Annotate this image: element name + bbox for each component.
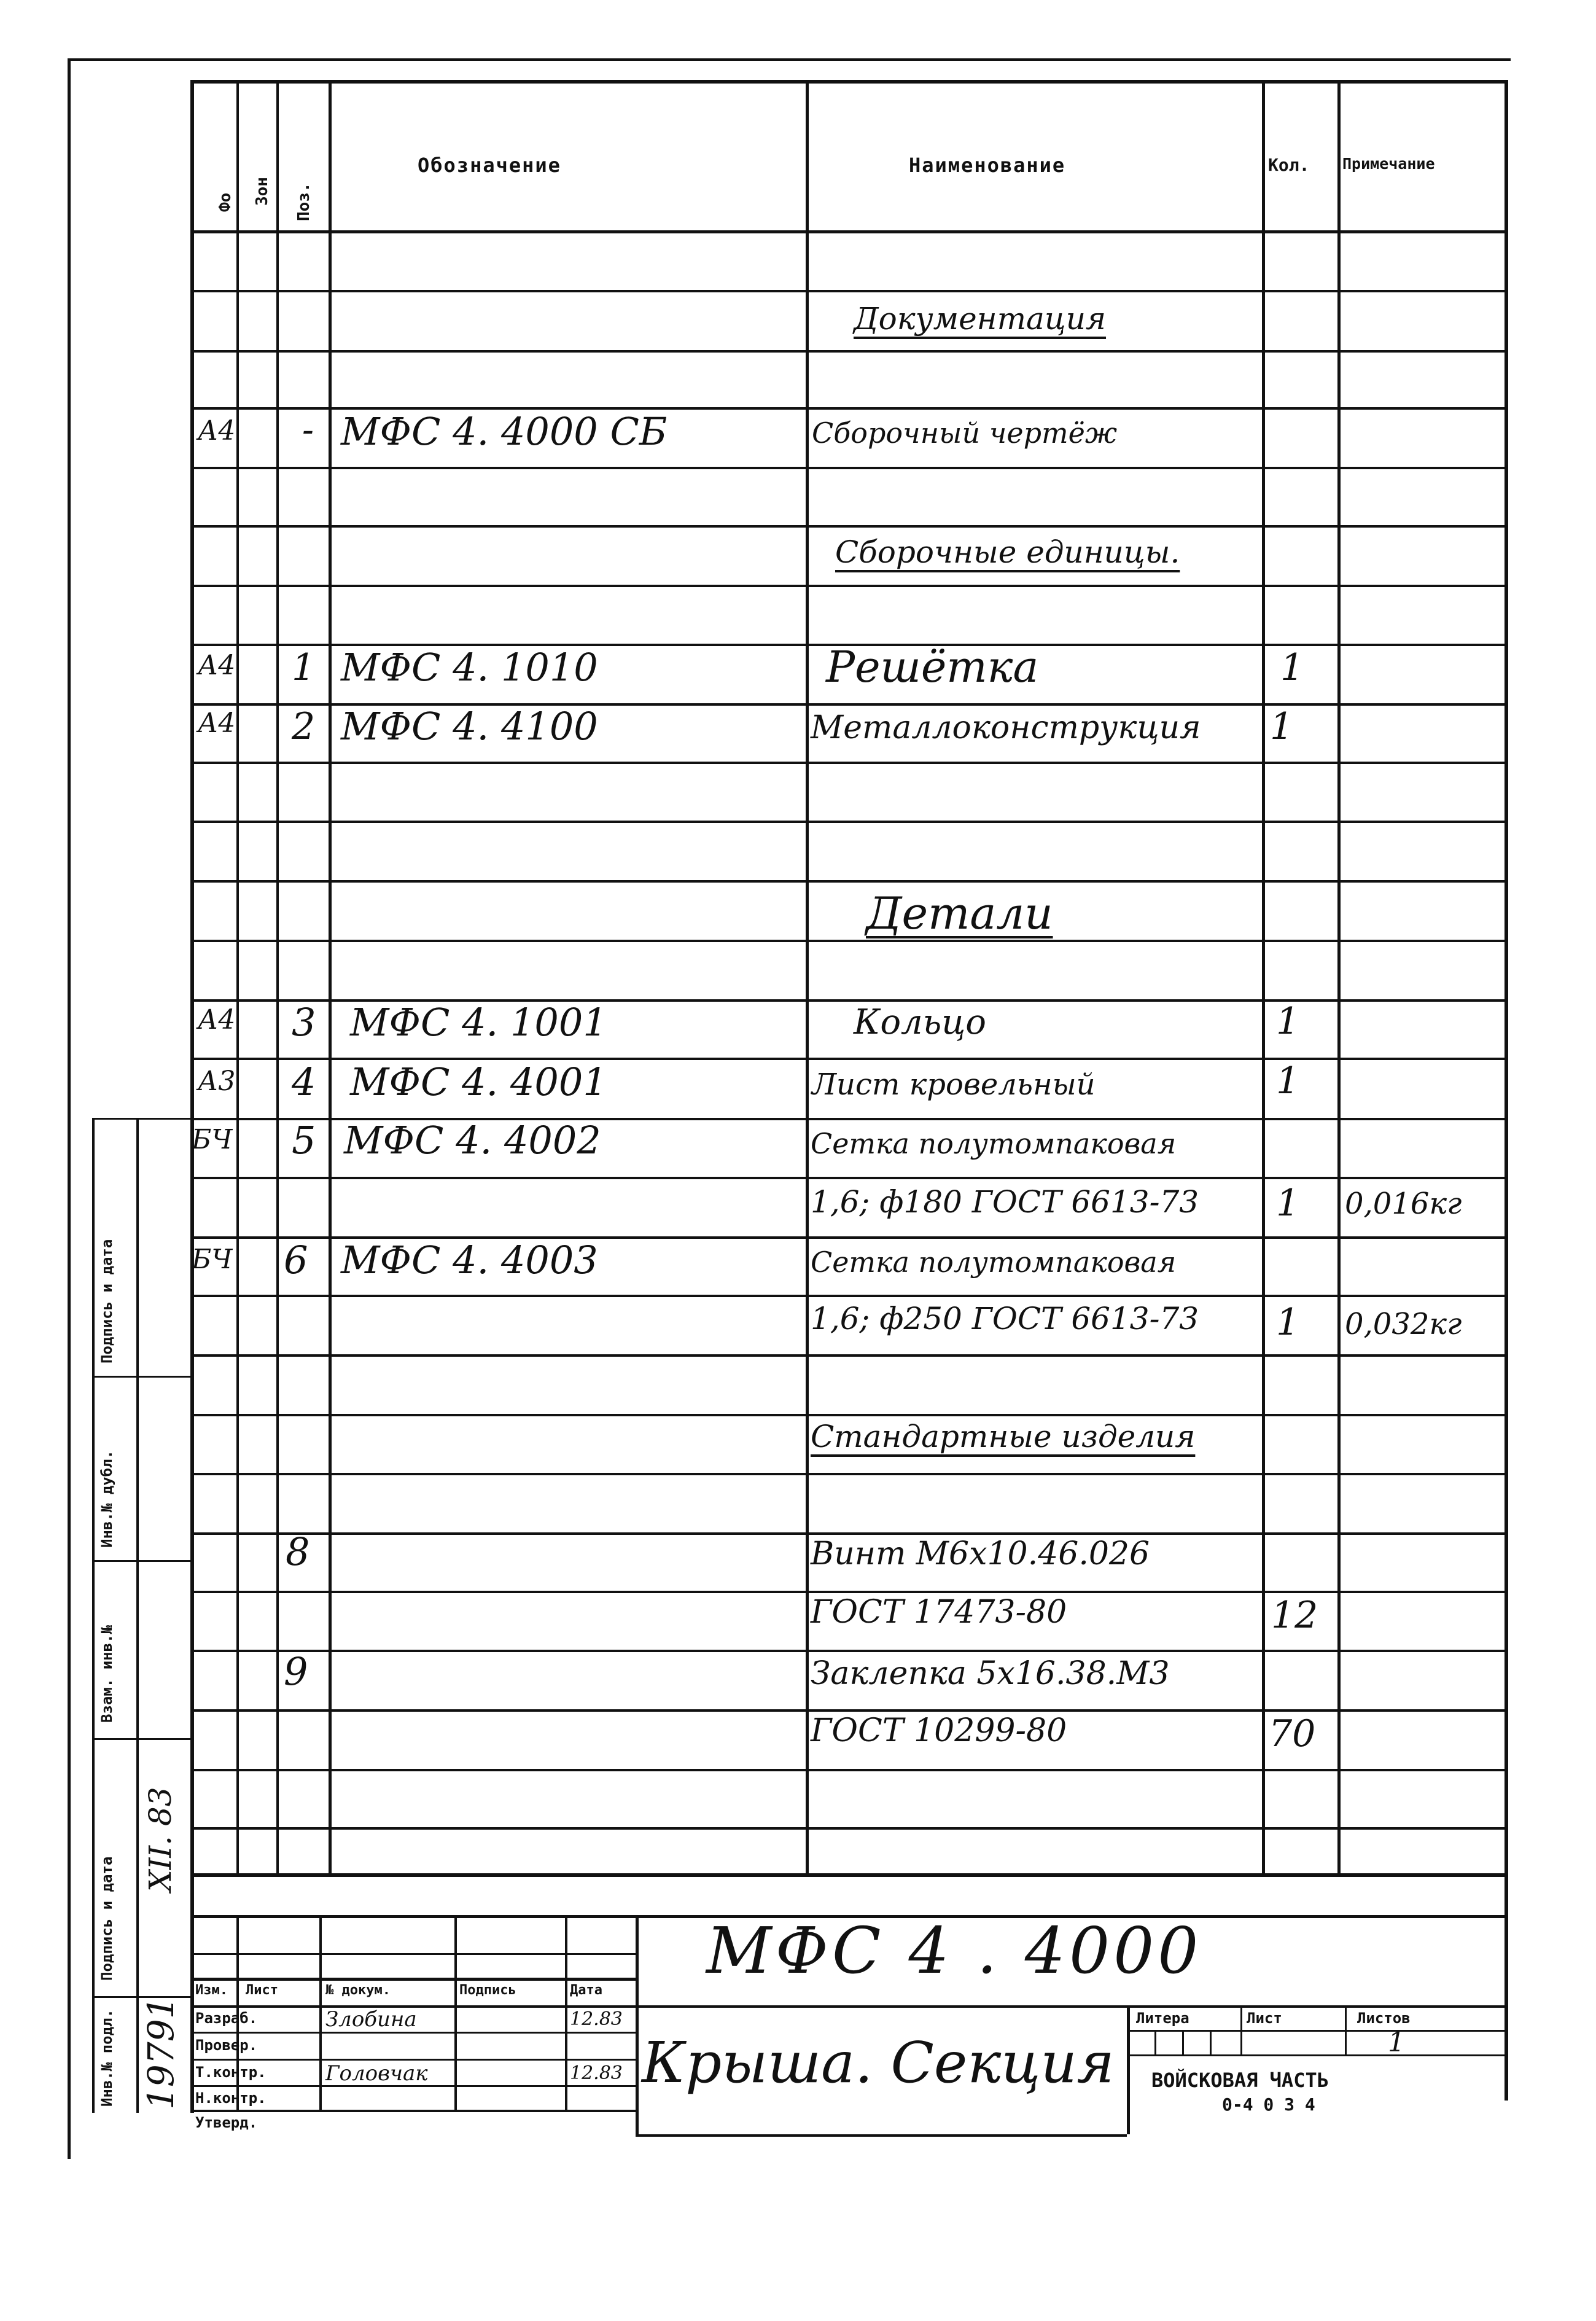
label-sheet-col: Лист [1247,2010,1282,2027]
header-designation: Обозначение [418,154,561,177]
header-quantity: Кол. [1268,155,1310,175]
row-designation: МФС 4. 4100 [341,704,598,749]
side-stamp-line [92,1738,190,1740]
row-name: Лист кровельный [812,1067,1096,1102]
row-name: Сетка полутомпаковая [811,1246,1177,1279]
label-signature: Подпись [459,1983,516,1998]
row-line [190,1532,1508,1535]
outer-border-left [68,58,71,2159]
row-name: Кольцо [854,1002,986,1042]
row-name-line2: 1,6; ф180 ГОСТ 6613-73 [811,1184,1199,1220]
row-name-line2: 1,6; ф250 ГОСТ 6613-73 [811,1301,1199,1336]
section-assembly-units: Сборочные единицы. [835,534,1180,570]
row-line [190,880,1508,883]
stamp-sign-date-2: Подпись и дата [98,1239,115,1363]
row-name: Винт М6х10.46.026 [811,1535,1150,1572]
row-quantity: 1 [1276,1301,1300,1344]
row-line [190,467,1508,469]
row-format: БЧ [192,1124,233,1155]
title-vline [1345,2005,1347,2054]
tech-control-name: Головчак [325,2061,428,2086]
row-designation: МФС 4. 4000 СБ [341,409,668,454]
row-line [190,821,1508,823]
title-vline [1127,2005,1130,2134]
section-documentation: Документация [854,301,1107,337]
row-position: - [302,410,314,450]
row-name: Решётка [826,642,1039,692]
row-quantity: 12 [1271,1594,1318,1637]
title-vline [454,1915,457,2112]
col-position-line [329,80,332,1873]
row-quantity: 70 [1269,1712,1316,1755]
col-quantity-line [1337,80,1341,1873]
sheets-total: 1 [1388,2027,1405,2058]
header-name: Наименование [909,154,1066,177]
header-zone: Зон [253,177,271,206]
row-line [190,525,1508,528]
row-line [190,762,1508,764]
stamp-inv-dup: Инв.№ дубл. [98,1450,115,1548]
row-position: 9 [284,1649,308,1694]
row-quantity: 1 [1276,1182,1300,1225]
title-line [190,2110,639,2112]
label-developed: Разраб. [195,2010,258,2027]
title-line [190,2032,639,2034]
label-tech-control: Т.контр. [195,2064,267,2081]
tech-control-date: 12.83 [570,2062,623,2084]
row-note: 0,016кг [1345,1187,1462,1221]
frame-right [1505,80,1508,2101]
row-format: А4 [198,415,236,447]
label-sheet: Лист [246,1983,278,1998]
row-position: 4 [292,1059,316,1104]
row-line [190,1650,1508,1652]
label-doc-number: № докум. [325,1983,391,1998]
row-line [190,1709,1508,1712]
stamp-inv-orig: Инв.№ подл. [98,2009,115,2107]
outer-border-top [68,58,1511,61]
organization-line2: 0-4 0 3 4 [1222,2094,1315,2115]
row-format: А4 [198,708,236,739]
col-format-line [236,80,239,1873]
document-title: Крыша. Секция [642,2030,1115,2096]
row-format: А4 [198,1004,236,1036]
section-standard-items: Стандартные изделия [811,1419,1196,1454]
frame-top [190,80,1508,84]
row-name-line2: ГОСТ 10299-80 [811,1712,1067,1749]
stamp-date-value: XII. 83 [142,1787,178,1892]
row-line [190,1473,1508,1475]
label-letter: Литера [1136,2010,1189,2027]
row-format: БЧ [192,1244,233,1275]
title-vline [565,1915,567,2112]
row-quantity: 1 [1270,705,1294,748]
row-designation: МФС 4. 4002 [344,1118,601,1163]
side-stamp-line [92,1376,190,1378]
title-vline [636,1915,639,2136]
title-vline [1240,2005,1242,2054]
col-zone-line [276,80,279,1873]
col-name-line [1262,80,1265,1873]
title-vline [319,1915,322,2112]
title-vline [1182,2030,1184,2054]
side-stamp-line [92,1118,190,1120]
frame-left [190,80,194,2113]
title-line [190,1953,639,1955]
row-designation: МФС 4. 4003 [341,1238,598,1282]
row-line [190,1414,1508,1416]
stamp-inv-value: 19791 [140,1996,182,2110]
stamp-sign-date: Подпись и дата [98,1856,115,1981]
row-name: Сетка полутомпаковая [811,1127,1177,1160]
row-line [190,350,1508,353]
row-position: 6 [284,1238,308,1282]
title-line [1127,2030,1508,2032]
title-vline [1154,2030,1156,2054]
organization-line1: ВОЙСКОВАЯ ЧАСТЬ [1151,2069,1329,2092]
label-checked: Провер. [195,2037,258,2054]
row-name: Заклепка 5х16.38.М3 [811,1655,1170,1692]
row-position: 1 [292,646,316,689]
label-sheets-col: Листов [1357,2010,1411,2027]
col-designation-line [806,80,809,1873]
row-position: 8 [286,1529,310,1574]
table-bottom [190,1873,1508,1877]
row-line [190,1295,1508,1297]
row-name-line2: ГОСТ 17473-80 [811,1594,1067,1631]
label-norm-control: Н.контр. [195,2089,267,2107]
title-line [190,1978,639,1981]
row-line [190,1769,1508,1771]
row-format: А4 [198,650,236,681]
row-line [190,1591,1508,1593]
row-line [190,1354,1508,1357]
row-line [190,585,1508,587]
header-format: Фо [216,192,235,212]
title-line [1127,2054,1508,2056]
title-line [636,2134,1127,2137]
row-designation: МФС 4. 4001 [350,1059,607,1104]
section-parts: Детали [866,887,1053,939]
row-quantity: 1 [1276,1000,1300,1043]
row-position: 5 [292,1118,316,1163]
label-change: Изм. [195,1983,228,1998]
row-line [190,1827,1508,1830]
row-designation: МФС 4. 1001 [350,1000,607,1045]
developer-date: 12.83 [570,2008,623,2030]
row-name: Сборочный чертёж [812,416,1118,450]
side-stamp-line [136,1118,139,2113]
header-position: Поз. [295,182,313,221]
side-stamp-line [92,1118,95,2113]
row-quantity: 1 [1276,1059,1300,1102]
document-code: МФС 4 . 4000 [706,1913,1202,1988]
row-position: 2 [292,705,316,748]
row-line [190,290,1508,292]
header-note: Примечание [1342,155,1435,173]
title-vline [1210,2030,1212,2054]
label-approved: Утверд. [195,2114,258,2131]
row-format: А3 [198,1066,236,1097]
header-bottom [190,230,1508,233]
developer-name: Злобина [325,2007,417,2032]
row-position: 3 [292,1000,316,1045]
row-line [190,1177,1508,1179]
row-note: 0,032кг [1345,1307,1462,1341]
side-stamp-line [92,1560,190,1562]
stamp-replace-inv: Взам. инв.№ [98,1625,115,1723]
row-line [190,940,1508,942]
row-name: Металлоконструкция [811,709,1201,746]
row-designation: МФС 4. 1010 [341,645,598,690]
title-line [190,2059,639,2061]
row-quantity: 1 [1280,646,1304,689]
label-date: Дата [570,1983,602,1998]
